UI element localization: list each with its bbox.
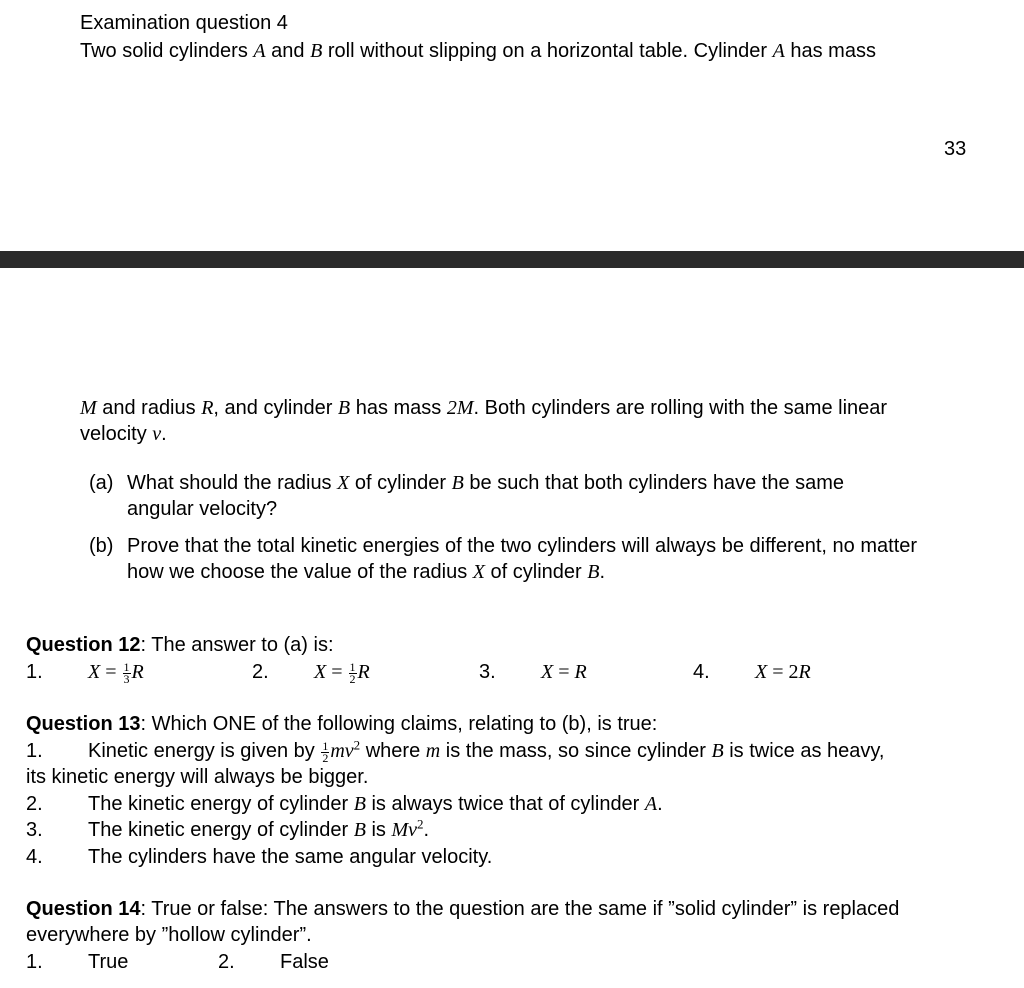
q13-option-4[interactable]: The cylinders have the same angular velocity. [88, 846, 493, 868]
problem-continued-line2: velocity v. [80, 423, 167, 445]
question-14-prompt: Question 14: True or false: The answers to the question are the same if ”solid cylinder” is replaced [26, 898, 900, 920]
part-b-label: (b) [89, 535, 114, 557]
fraction: $\frac{1}{2}$ [322, 739, 329, 766]
part-a-line2: angular velocity? [127, 498, 278, 520]
question-12-prompt: Question 12: The answer to (a) is: [26, 634, 334, 656]
q12-option-4[interactable]: X = 2R [755, 661, 811, 683]
fraction: $\frac{1}{2}$ [349, 660, 356, 687]
problem-continued-line1: M and radius R, and cylinder B has mass 2M. Both cylinders are rolling with the same linear [80, 397, 888, 419]
part-b-line1: Prove that the total kinetic energies of the two cylinders will always be different, no matter [127, 535, 918, 557]
part-b-line2: how we choose the value of the radius X of cylinder B. [127, 561, 606, 583]
q13-option-1-number: 1. [26, 740, 43, 762]
q14-option-true[interactable]: True [88, 951, 129, 973]
q14-option-1-number: 1. [26, 951, 43, 973]
q13-option-3[interactable]: The kinetic energy of cylinder B is Mv$^2$. [88, 816, 430, 841]
q14-option-2-number: 2. [218, 951, 235, 973]
exam-title: Examination question 4 [80, 12, 288, 34]
q12-option-2[interactable]: X = $\frac{1}{2}$ R [314, 660, 370, 687]
page-number: 33 [944, 138, 967, 160]
q13-option-2-number: 2. [26, 793, 43, 815]
q12-option-1-number: 1. [26, 661, 43, 683]
problem-intro-line: Two solid cylinders A and B roll without slipping on a horizontal table. Cylinder A has mass [80, 40, 876, 62]
question-14-prompt-continued: everywhere by ”hollow cylinder”. [26, 924, 312, 946]
q13-option-1[interactable]: Kinetic energy is given by $\frac{1}{2}$ $mv^2$ where m is the mass, so since cylinder B is twice as heavy, [88, 737, 885, 766]
q12-option-3[interactable]: X = R [541, 661, 587, 683]
part-a-label: (a) [89, 472, 114, 494]
part-a-line1: What should the radius X of cylinder B be such that both cylinders have the same [127, 472, 845, 494]
question-13-prompt: Question 13: Which ONE of the following claims, relating to (b), is true: [26, 713, 658, 735]
q12-option-3-number: 3. [479, 661, 496, 683]
q14-option-false[interactable]: False [280, 951, 329, 973]
q13-option-4-number: 4. [26, 846, 43, 868]
q12-option-2-number: 2. [252, 661, 269, 683]
q12-option-1[interactable]: X = $\frac{1}{3}$ R [88, 660, 144, 687]
page-divider-bar [0, 251, 1024, 268]
fraction: $\frac{1}{3}$ [123, 660, 130, 687]
q12-option-4-number: 4. [693, 661, 710, 683]
q13-option-1-continued: its kinetic energy will always be bigger. [26, 766, 369, 788]
q13-option-2[interactable]: The kinetic energy of cylinder B is always twice that of cylinder A. [88, 793, 663, 815]
q13-option-3-number: 3. [26, 819, 43, 841]
